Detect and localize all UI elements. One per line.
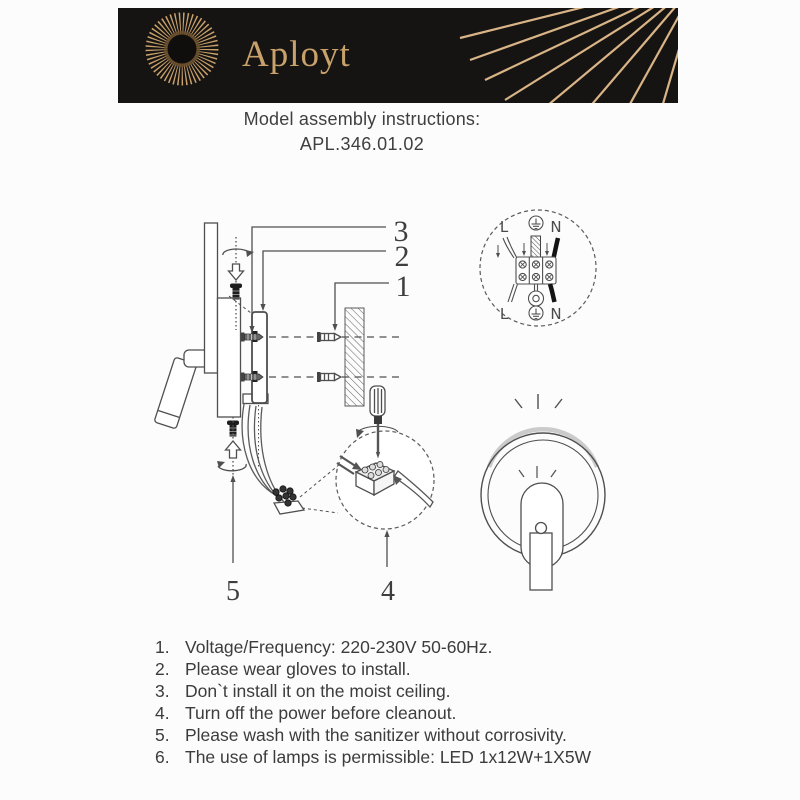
item-number: 1.	[155, 637, 170, 657]
item-number: 3.	[155, 681, 170, 701]
list-item	[155, 658, 591, 680]
callout-leaders	[249, 227, 389, 333]
mounting-bracket	[252, 312, 267, 403]
item-text: Please wear gloves to install.	[185, 659, 411, 679]
insert-arrows-icon	[496, 243, 549, 258]
insert-arrow-down-icon	[229, 264, 244, 280]
wall-section	[345, 308, 364, 406]
wall-anchor-upper-icon	[317, 332, 341, 342]
item-text: Please wash with the sanitizer without corrosivity.	[185, 725, 567, 745]
list-item	[155, 702, 591, 724]
callout-4: 4	[381, 576, 395, 607]
list-item	[155, 680, 591, 702]
item-text: Voltage/Frequency: 220-230V 50-60Hz.	[185, 637, 493, 657]
item-text: Turn off the power before cleanout.	[185, 703, 457, 723]
callout-5: 5	[226, 576, 240, 607]
brand-name: Aployt	[242, 33, 351, 75]
wiring-diagram-bubble	[480, 210, 596, 326]
callout-3: 3	[393, 215, 409, 248]
list-item	[155, 636, 591, 658]
ring-terminal-icon	[529, 284, 544, 306]
ground-symbol-bottom-icon	[529, 306, 543, 320]
ground-wire-icon	[531, 236, 541, 258]
label-bottom-l: L	[499, 305, 509, 323]
light-rays-top-icon	[515, 394, 562, 409]
wire-bundle	[242, 404, 284, 502]
item-number: 4.	[155, 703, 170, 723]
label-top-n: N	[550, 218, 562, 236]
instruction-list	[155, 636, 591, 768]
list-item	[155, 746, 591, 768]
item-text: The use of lamps is permissible: LED 1x12W+1X5W	[185, 747, 592, 767]
live-wire-icon	[503, 237, 517, 258]
model-number: APL.346.01.02	[299, 134, 425, 154]
terminal-detail-bubble	[336, 386, 434, 567]
spotlight	[154, 357, 197, 429]
insert-arrow-up-icon	[226, 441, 241, 458]
callout-2: 2	[394, 240, 410, 273]
item-number: 5.	[155, 725, 170, 745]
page-title: Model assembly instructions:	[243, 109, 481, 129]
terminal-block	[516, 257, 556, 284]
fixture-back-plate	[218, 298, 241, 417]
lamp-front-view	[481, 394, 605, 590]
fixing-screw-top-icon	[230, 284, 242, 300]
item-text: Don`t install it on the moist ceiling.	[185, 681, 451, 701]
ring-edge-plate	[205, 223, 218, 373]
item-number: 2.	[155, 659, 170, 679]
item-number: 6.	[155, 747, 170, 767]
lamp-stem	[530, 533, 552, 590]
rotate-arrow-top-icon	[223, 249, 254, 257]
ground-symbol-top-icon	[529, 216, 543, 230]
wall-anchor-lower-icon	[317, 372, 341, 382]
light-rays-inner-icon	[519, 466, 556, 478]
neutral-wire-icon	[554, 238, 559, 258]
label-top-l: L	[499, 218, 509, 236]
rotate-arrow-bottom-icon	[217, 461, 246, 471]
list-item	[155, 724, 591, 746]
label-bottom-n: N	[550, 305, 562, 323]
lamp-knob	[536, 523, 547, 534]
callout-1: 1	[395, 270, 411, 303]
